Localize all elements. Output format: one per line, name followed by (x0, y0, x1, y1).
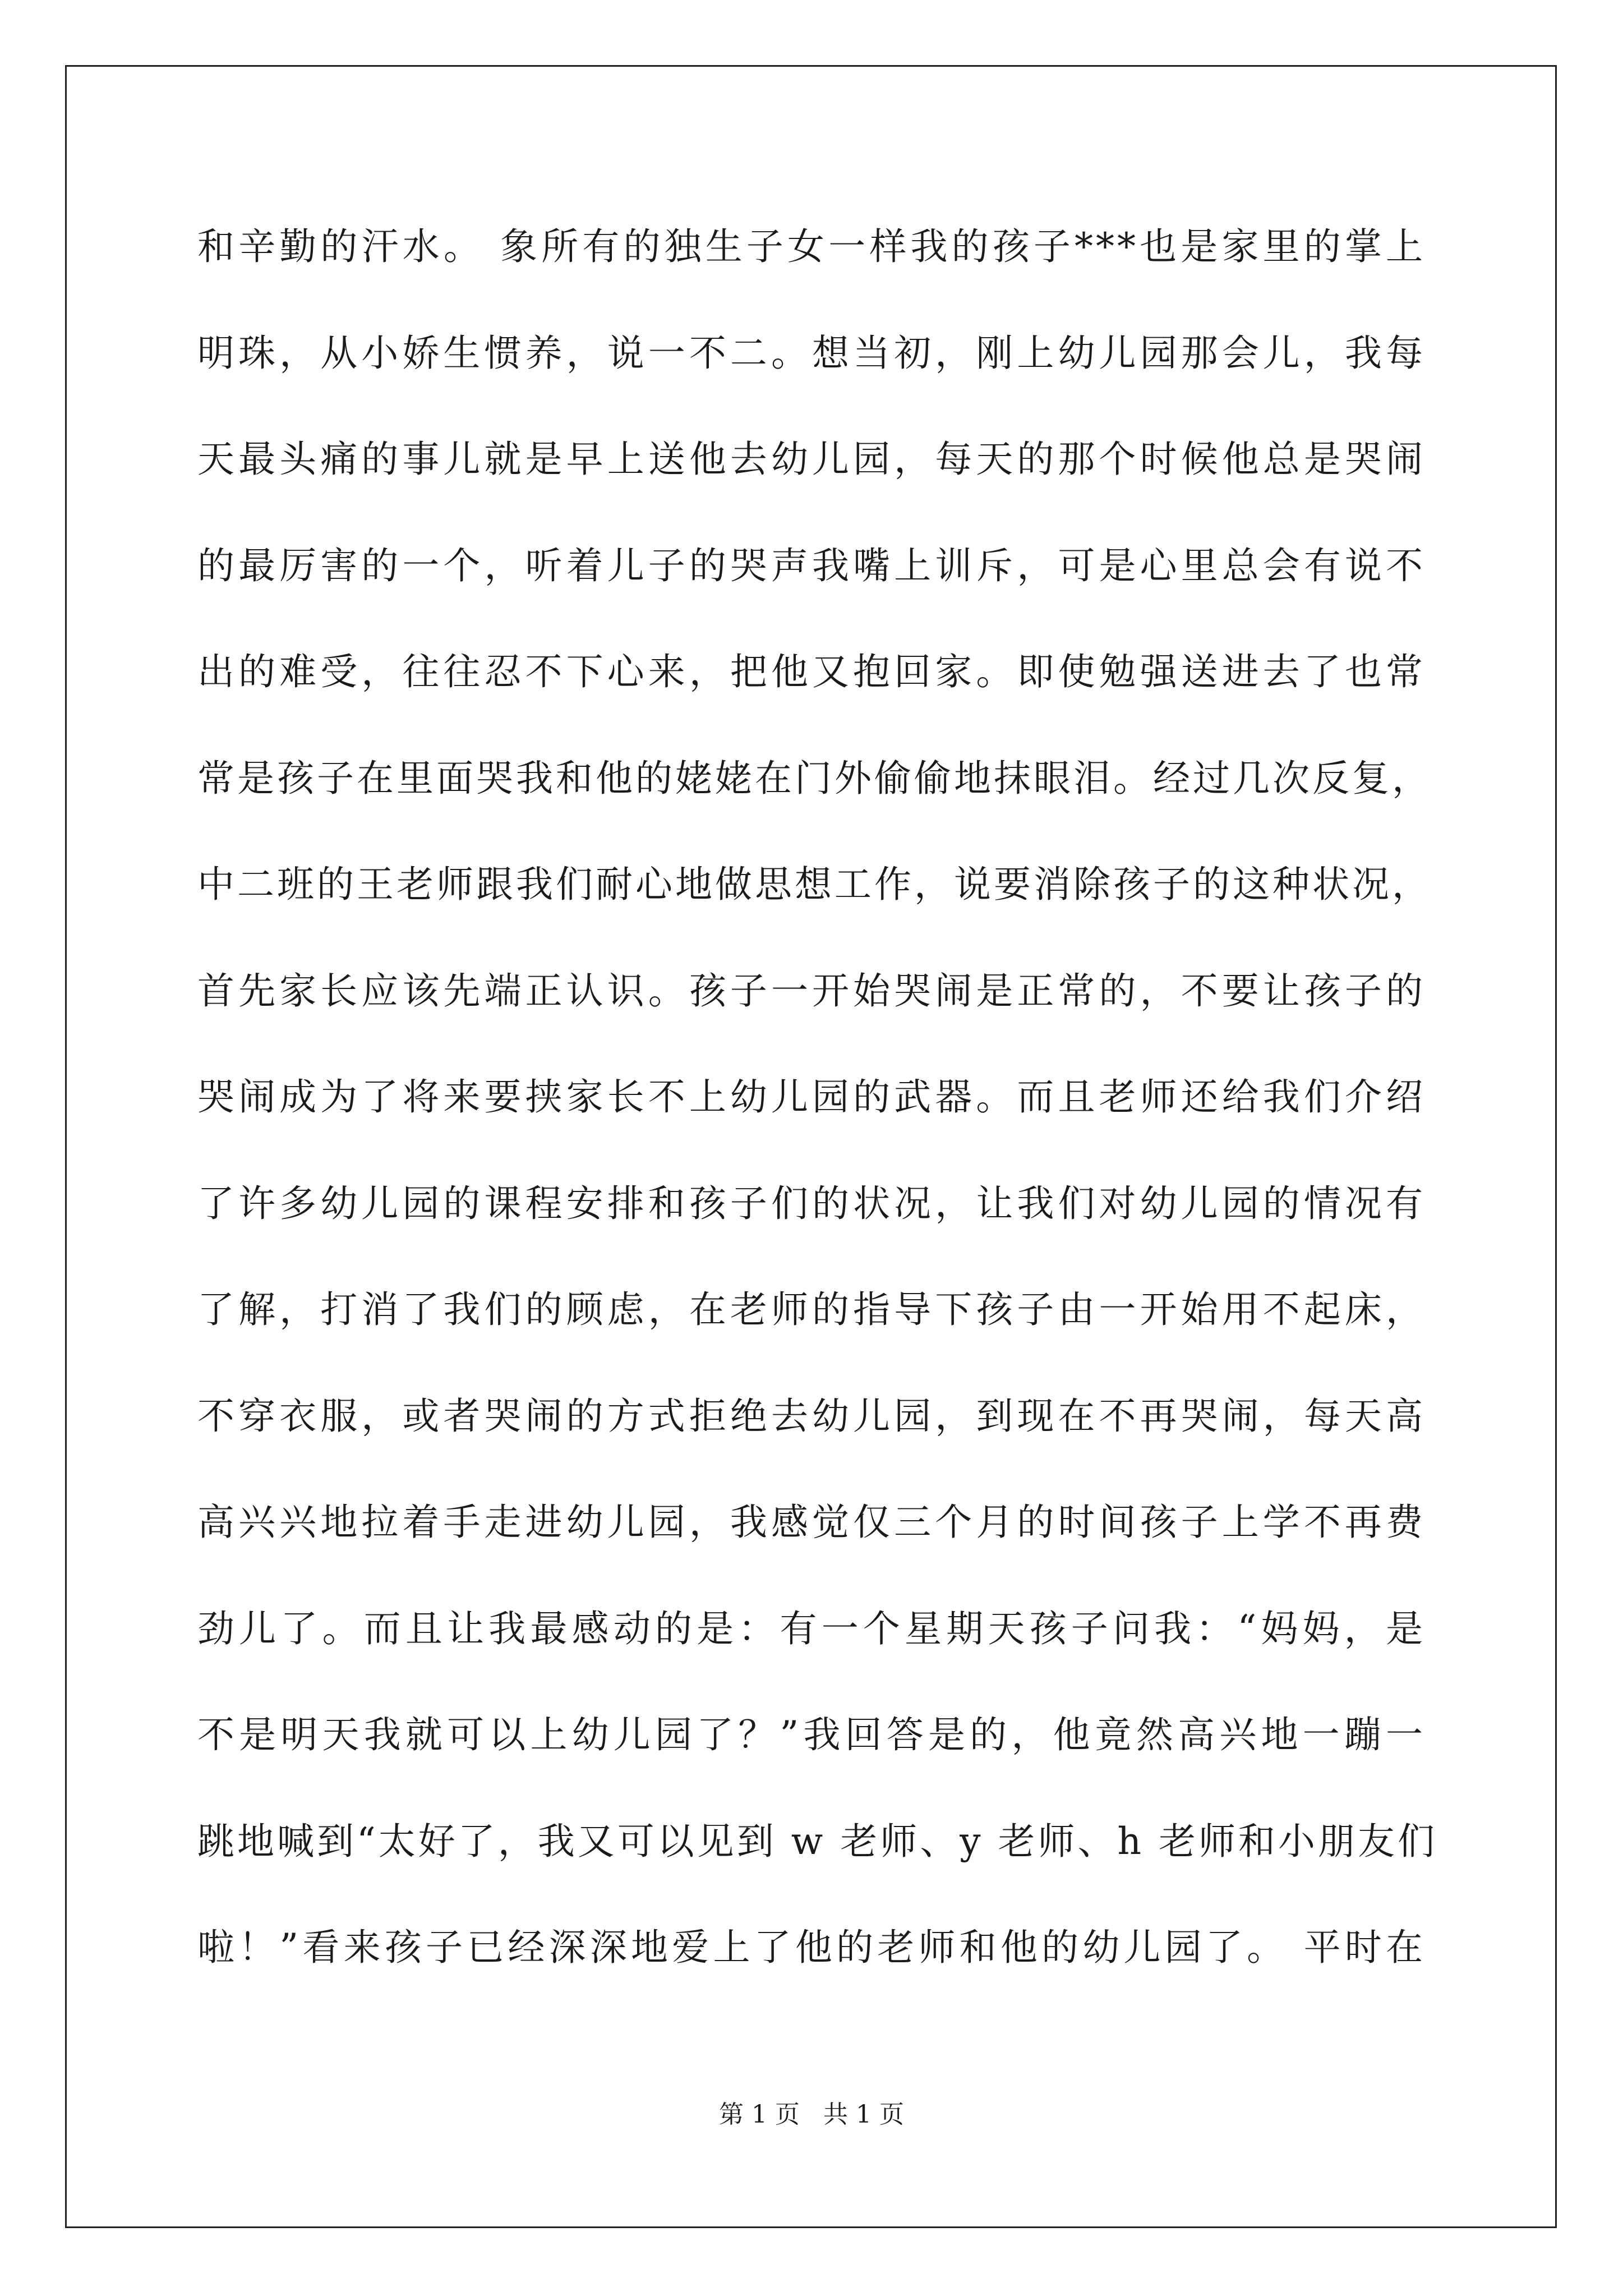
text-line: 啦！”看来孩子已经深深地爱上了他的老师和他的幼儿园了。 平时在 (197, 1926, 1426, 1969)
text-line: 和辛勤的汗水。 象所有的独生子女一样我的孩子***也是家里的掌上 (197, 225, 1426, 268)
text-line: 的最厉害的一个，听着儿子的哭声我嘴上训斥，可是心里总会有说不 (197, 544, 1426, 587)
text-line: 天最头痛的事儿就是早上送他去幼儿园，每天的那个时候他总是哭闹 (197, 438, 1426, 481)
text-line: 常是孩子在里面哭我和他的姥姥在门外偷偷地抹眼泪。经过几次反复， (197, 756, 1432, 800)
text-line: 明珠，从小娇生惯养，说一不二。想当初，刚上幼儿园那会儿，我每 (197, 331, 1426, 375)
text-line: 首先家长应该先端正认识。孩子一开始哭闹是正常的，不要让孩子的 (197, 969, 1426, 1013)
text-line: 中二班的王老师跟我们耐心地做思想工作，说要消除孩子的这种状况， (197, 863, 1432, 906)
text-line: 不穿衣服，或者哭闹的方式拒绝去幼儿园，到现在不再哭闹，每天高 (197, 1394, 1426, 1438)
text-line: 出的难受，往往忍不下心来，把他又抱回家。即使勉强送进去了也常 (197, 650, 1426, 693)
text-line: 高兴兴地拉着手走进幼儿园，我感觉仅三个月的时间孩子上学不再费 (197, 1501, 1426, 1544)
text-line: 不是明天我就可以上幼儿园了？”我回答是的，他竟然高兴地一蹦一 (197, 1713, 1426, 1756)
text-line: 劲儿了。而且让我最感动的是：有一个星期天孩子问我：“妈妈，是 (197, 1607, 1426, 1650)
text-line: 跳地喊到“太好了，我又可以见到 w 老师、y 老师、h 老师和小朋友们 (197, 1819, 1437, 1863)
page-number-footer: 第 1 页 共 1 页 (719, 2100, 904, 2129)
text-line: 了许多幼儿园的课程安排和孩子们的状况，让我们对幼儿园的情况有 (197, 1181, 1426, 1225)
text-line: 哭闹成为了将来要挟家长不上幼儿园的武器。而且老师还给我们介绍 (197, 1075, 1426, 1119)
text-line: 了解，打消了我们的顾虑，在老师的指导下孩子由一开始用不起床， (197, 1288, 1426, 1331)
document-body (197, 219, 1437, 2026)
